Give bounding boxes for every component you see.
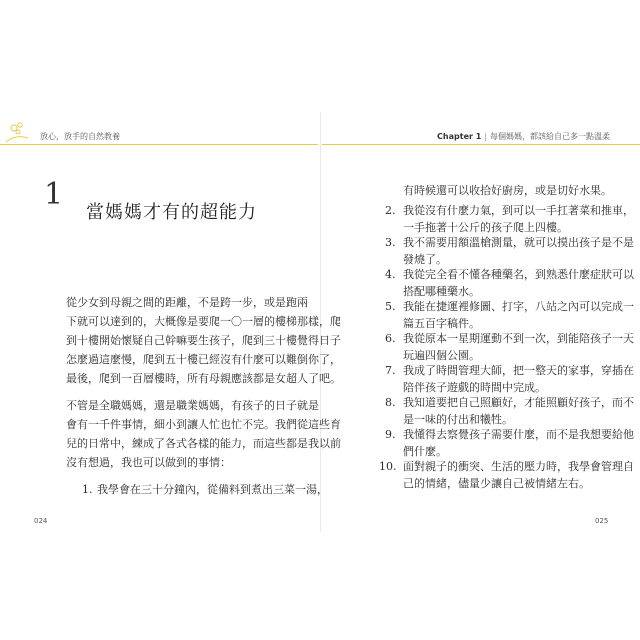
paragraph-line: 沒有想過，我也可以做到的事情： xyxy=(66,456,231,469)
list-item-text: 搭配哪種藥水。 xyxy=(403,285,480,298)
paragraph-line: 不管是全職媽媽，還是職業媽媽，有孩子的日子就是 xyxy=(66,399,319,412)
paragraph-line: 下就可以達到的，大概像是要爬一〇一層的樓梯那樣，爬 xyxy=(66,315,341,328)
list-item-text: 一手拖著十公斤的孩子爬上四樓。 xyxy=(403,221,568,234)
list-item-text: 我從沒有什麼力氣，到可以一手扛著菜和推車， xyxy=(403,204,634,217)
chapter-title: 當媽媽才有的超能力 xyxy=(86,202,257,223)
list-item-text: 我成了時間管理大師，把一整天的家事，穿插在 xyxy=(403,364,634,377)
list-item-text: 們什麼。 xyxy=(403,445,447,458)
list-item-text: 我從原本一星期運動不到一次，到能陪孩子一天 xyxy=(403,332,634,345)
chapter-running-title: 每個媽媽，都該給自己多一點溫柔 xyxy=(490,132,610,141)
list-item-text: 玩遍四個公園。 xyxy=(403,349,480,362)
list-item-text: 我學會在三十分鐘內，從備料到煮出三菜一湯， xyxy=(97,483,328,496)
list-number: 8. xyxy=(385,396,396,409)
list-item-text: 發燒了。 xyxy=(403,253,447,266)
list-number: 10. xyxy=(379,460,397,473)
list-number: 1. xyxy=(82,483,93,496)
paragraph-line: 從少女到母親之間的距離，不是跨一步，或是跑兩 xyxy=(66,296,308,309)
page-number-right: 025 xyxy=(595,517,609,525)
list-item-text: 我懂得去察覺孩子需要什麼，而不是我想要給他 xyxy=(403,428,634,441)
page-number-left: 024 xyxy=(34,517,48,525)
list-number: 4. xyxy=(385,268,396,281)
list-item-text: 己的情緒，儘量少讓自己被情緒左右。 xyxy=(403,477,590,490)
list-item-text: 我能在捷運裡修圖、打字，八站之內可以完成一 xyxy=(403,300,634,313)
list-item-text: 我從完全看不懂各種藥名，到熟悉什麼症狀可以 xyxy=(403,268,634,281)
list-number: 7. xyxy=(385,364,396,377)
paragraph-line: 會有一千件事情，細小到讓人忙也忙不完。我們從這些育 xyxy=(66,418,341,431)
paragraph-line: 怎麼過這麼慢，爬到五十樓已經沒有什麼可以難倒你了， xyxy=(66,353,341,366)
header-rule-left xyxy=(0,144,318,145)
list-number: 9. xyxy=(385,428,396,441)
list-item-text: 陪伴孩子遊戲的時間中完成。 xyxy=(403,381,546,394)
header-separator: | xyxy=(484,132,487,141)
chapter-label: Chapter 1 xyxy=(437,132,482,141)
list-item-text: 篇五百字稿件。 xyxy=(403,317,480,330)
header-rule-right xyxy=(322,144,640,145)
running-title-right xyxy=(437,131,610,142)
list-number: 6. xyxy=(385,332,396,345)
list-item-text: 我不需要用額溫槍測量，就可以摸出孩子是不是 xyxy=(403,236,634,249)
paragraph-line: 兒的日常中，練成了各式各樣的能力，而這些都是我以前 xyxy=(66,437,341,450)
flower-ornament-icon xyxy=(4,116,44,142)
running-title-left: 放心，放手的自然教養 xyxy=(40,132,120,141)
paragraph-line: 最後，爬到一百層樓時，所有母親應該都是女超人了吧。 xyxy=(66,372,341,385)
list-item-continuation: 有時候還可以收拾好廚房，或是切好水果。 xyxy=(403,184,612,197)
chapter-number: 1 xyxy=(44,177,64,212)
list-item-text: 是一味的付出和犧牲。 xyxy=(403,413,513,426)
paragraph-line: 到十樓開始懷疑自己幹嘛要生孩子，爬到三十樓覺得日子 xyxy=(66,334,341,347)
list-item-text: 我知道要把自己照顧好，才能照顧好孩子，而不 xyxy=(403,396,634,409)
list-number: 5. xyxy=(385,300,396,313)
list-number: 2. xyxy=(385,204,396,217)
list-number: 3. xyxy=(385,236,396,249)
list-item-text: 面對親子的衝突、生活的壓力時，我學會管理自 xyxy=(403,460,634,473)
